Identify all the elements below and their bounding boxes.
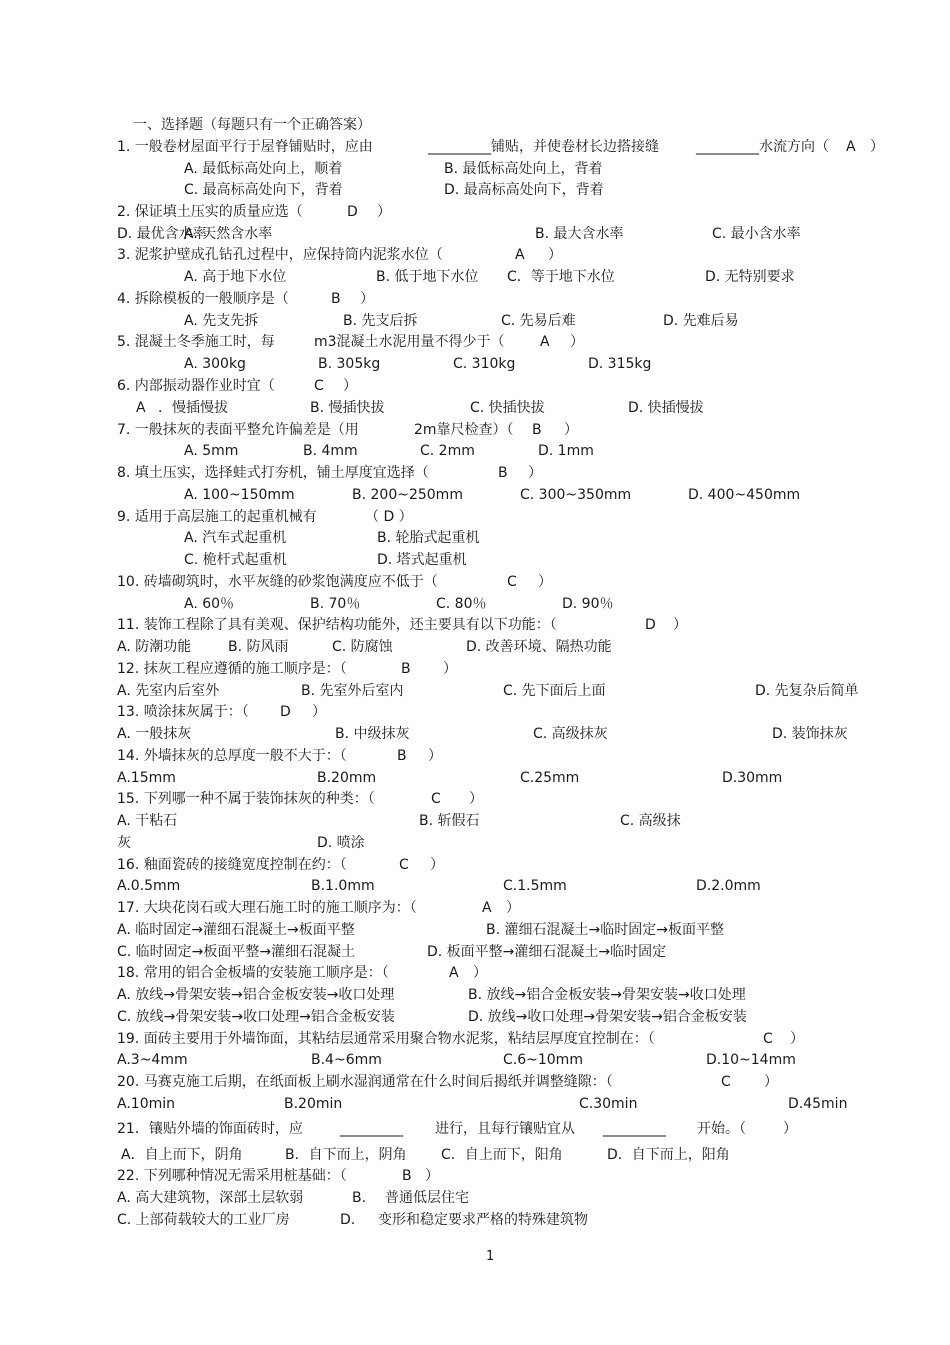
line-segment: D. 最优含水率 bbox=[117, 226, 207, 242]
line-segment: ） bbox=[570, 334, 584, 350]
line-segment: D. 1mm bbox=[538, 443, 594, 459]
line-segment: A.10min bbox=[117, 1096, 175, 1112]
line-segment: B. 斩假石 bbox=[419, 813, 480, 829]
line-segment: C bbox=[721, 1074, 731, 1090]
line-segment: A bbox=[482, 900, 492, 916]
line-segment: B. 慢插快拔 bbox=[310, 400, 385, 416]
line-segment: C. 快插快拔 bbox=[470, 400, 545, 416]
line-segment: D. 喷涂 bbox=[317, 835, 365, 851]
line-segment: C．自上而下，阳角 bbox=[441, 1147, 563, 1163]
line-segment: 5. 混凝土冬季施工时，每 bbox=[117, 334, 275, 350]
line-segment: B. 灌细石混凝土→临时固定→板面平整 bbox=[486, 922, 724, 938]
line-segment: 6. 内部振动器作业时宜（ bbox=[117, 378, 275, 394]
line-segment: D. 装饰抹灰 bbox=[772, 726, 848, 742]
line-segment: ） bbox=[360, 291, 374, 307]
line-segment: A. 干粘石 bbox=[117, 813, 178, 829]
line-segment: C bbox=[399, 857, 409, 873]
line-segment: B. 轮胎式起重机 bbox=[377, 530, 480, 546]
line-segment: A. 最低标高处向上，顺着 bbox=[184, 161, 343, 177]
line-segment: A bbox=[515, 247, 525, 263]
line-segment: D. 先复杂后简单 bbox=[755, 683, 859, 699]
line-segment: ） bbox=[764, 1074, 778, 1090]
line-segment: ） bbox=[783, 1121, 797, 1137]
line-segment: C．等于地下水位 bbox=[507, 269, 615, 285]
line-segment: D. 400~450mm bbox=[688, 487, 801, 503]
line-segment: A.3~4mm bbox=[117, 1052, 188, 1068]
line-segment: _________ bbox=[603, 1121, 666, 1137]
line-segment: B. bbox=[352, 1190, 367, 1206]
line-segment: A. 汽车式起重机 bbox=[184, 530, 287, 546]
line-segment: 20. 马赛克施工后期，在纸面板上刷水湿润通常在什么时间后揭纸并调整缝隙：（ bbox=[117, 1074, 613, 1090]
line-segment: B. 低于地下水位 bbox=[376, 269, 479, 285]
line-segment: D. 放线→收口处理→骨架安装→铝合金板安装 bbox=[468, 1009, 747, 1025]
line-segment: B bbox=[401, 661, 411, 677]
line-segment: 13. 喷涂抹灰属于：（ bbox=[117, 704, 249, 720]
line-segment: D. 快插慢拔 bbox=[628, 400, 704, 416]
line-segment: 10. 砖墙砌筑时，水平灰缝的砂浆饱满度应不低于（ bbox=[117, 574, 438, 590]
line-segment: A. 100~150mm bbox=[184, 487, 295, 503]
line-segment: C. 2mm bbox=[420, 443, 475, 459]
line-segment: D.45min bbox=[788, 1096, 848, 1112]
line-segment: 普通低层住宅 bbox=[385, 1190, 469, 1206]
line-segment: A bbox=[846, 139, 856, 155]
line-segment: ） bbox=[538, 574, 552, 590]
line-segment: C. 最高标高处向下，背着 bbox=[184, 182, 343, 198]
line-segment: 灰 bbox=[117, 835, 131, 851]
line-segment: A. 60％ bbox=[184, 596, 235, 612]
line-segment: ） bbox=[343, 378, 357, 394]
line-segment: D.2.0mm bbox=[696, 878, 761, 894]
line-segment: C. 80％ bbox=[436, 596, 487, 612]
line-segment: ） bbox=[564, 422, 578, 438]
line-segment: D. 最高标高处向下，背着 bbox=[444, 182, 604, 198]
line-segment: C. 高级抹灰 bbox=[533, 726, 608, 742]
line-segment: _________铺贴，并使卷材长边搭接缝 bbox=[428, 139, 659, 155]
line-segment: C. 先易后难 bbox=[501, 313, 576, 329]
line-segment: ） bbox=[790, 1031, 804, 1047]
line-segment: C. 最小含水率 bbox=[712, 226, 801, 242]
line-segment: C.6~10mm bbox=[503, 1052, 583, 1068]
line-segment: 12. 抹灰工程应遵循的施工顺序是：（ bbox=[117, 661, 347, 677]
line-segment: 7. 一般抹灰的表面平整允许偏差是（用 bbox=[117, 422, 359, 438]
line-segment: 4. 拆除模板的一般顺序是（ bbox=[117, 291, 289, 307]
line-segment: B．自下而上，阴角 bbox=[285, 1147, 407, 1163]
line-segment: B.20mm bbox=[317, 770, 377, 786]
line-segment: C. 高级抹 bbox=[620, 813, 681, 829]
line-segment: 16. 釉面瓷砖的接缝宽度控制在约：（ bbox=[117, 857, 347, 873]
line-segment: ） bbox=[469, 791, 483, 807]
line-segment: D．自下而上，阳角 bbox=[607, 1147, 730, 1163]
line-segment: A. 天然含水率 bbox=[184, 226, 273, 242]
line-segment: ） bbox=[425, 1168, 439, 1184]
line-segment: C. 先下面后上面 bbox=[503, 683, 606, 699]
line-segment: C.30min bbox=[579, 1096, 638, 1112]
line-segment: ） bbox=[377, 204, 391, 220]
line-segment: ） bbox=[548, 247, 562, 263]
line-segment: A bbox=[449, 965, 459, 981]
line-segment: C. 上部荷载较大的工业厂房 bbox=[117, 1212, 290, 1228]
line-segment: A. 高大建筑物，深部土层软弱 bbox=[117, 1190, 304, 1206]
line-segment: B bbox=[498, 465, 508, 481]
line-segment: ） bbox=[428, 748, 442, 764]
line-segment: D. bbox=[340, 1212, 356, 1228]
line-segment: D. 板面平整→灌细石混凝土→临时固定 bbox=[427, 944, 667, 960]
line-segment: C. 桅杆式起重机 bbox=[184, 552, 287, 568]
line-segment: 9. 适用于高层施工的起重机械有 bbox=[117, 509, 317, 525]
line-segment: B. 200~250mm bbox=[352, 487, 463, 503]
line-segment: B. 305kg bbox=[318, 356, 381, 372]
line-segment: 18. 常用的铝合金板墙的安装施工顺序是：（ bbox=[117, 965, 389, 981]
line-segment: D bbox=[280, 704, 291, 720]
line-segment: 3. 泥浆护壁成孔钻孔过程中，应保持筒内泥浆水位（ bbox=[117, 247, 443, 263]
line-segment: C. 防腐蚀 bbox=[332, 639, 393, 655]
line-segment: B. 防风雨 bbox=[228, 639, 289, 655]
line-segment: C. 310kg bbox=[453, 356, 516, 372]
line-segment: C bbox=[314, 378, 324, 394]
line-segment: A bbox=[540, 334, 550, 350]
line-segment: B. 放线→铝合金板安装→骨架安装→收口处理 bbox=[468, 987, 746, 1003]
line-segment: B.4~6mm bbox=[311, 1052, 382, 1068]
line-segment: 17. 大块花岗石或大理石施工时的施工顺序为：（ bbox=[117, 900, 417, 916]
line-segment: B. 中级抹灰 bbox=[335, 726, 410, 742]
line-segment: C.25mm bbox=[520, 770, 580, 786]
line-segment: ） bbox=[312, 704, 326, 720]
line-segment: C bbox=[507, 574, 517, 590]
line-segment: ） bbox=[673, 617, 687, 633]
section-title: 一、选择题（每题只有一个正确答案） bbox=[133, 117, 371, 133]
line-segment: m3混凝土水泥用量不得少于（ bbox=[314, 334, 505, 350]
line-segment: A.15mm bbox=[117, 770, 176, 786]
line-segment: C bbox=[431, 791, 441, 807]
line-segment: 21．镶贴外墙的饰面砖时，应 bbox=[117, 1121, 303, 1137]
line-segment: 15. 下列哪一种不属于装饰抹灰的种类：（ bbox=[117, 791, 375, 807]
line-segment: 19. 面砖主要用于外墙饰面，其粘结层通常采用聚合物水泥浆，粘结层厚度宜控制在：（ bbox=[117, 1031, 655, 1047]
line-segment: 开始。（ bbox=[697, 1121, 746, 1137]
line-segment: B bbox=[532, 422, 542, 438]
line-segment: ） bbox=[473, 965, 487, 981]
line-segment: 8. 填土压实，选择蛙式打夯机，铺土厚度宜选择（ bbox=[117, 465, 429, 481]
line-segment: B.20min bbox=[284, 1096, 343, 1112]
line-segment: C. 放线→骨架安装→收口处理→铝合金板安装 bbox=[117, 1009, 395, 1025]
line-segment: D bbox=[645, 617, 656, 633]
line-segment: 11. 装饰工程除了具有美观、保护结构功能外，还主要具有以下功能：（ bbox=[117, 617, 557, 633]
line-segment: A.0.5mm bbox=[117, 878, 181, 894]
line-segment: _________水流方向（ bbox=[696, 139, 829, 155]
line-segment: C.1.5mm bbox=[503, 878, 567, 894]
line-segment: B. 先室外后室内 bbox=[301, 683, 404, 699]
page-number: 1 bbox=[486, 1249, 495, 1264]
line-segment: ） bbox=[870, 139, 884, 155]
line-segment: B.1.0mm bbox=[311, 878, 375, 894]
line-segment: B. 最低标高处向上，背着 bbox=[444, 161, 603, 177]
line-segment: D bbox=[347, 204, 358, 220]
line-segment: 进行，且每行镶贴宜从 bbox=[435, 1121, 575, 1137]
line-segment: D. 315kg bbox=[588, 356, 652, 372]
line-segment: A. 一般抹灰 bbox=[117, 726, 192, 742]
line-segment: A. 5mm bbox=[184, 443, 239, 459]
line-segment: B. 70％ bbox=[310, 596, 361, 612]
line-segment: _________ bbox=[340, 1121, 403, 1137]
line-segment: C. 300~350mm bbox=[520, 487, 632, 503]
line-segment: B. 最大含水率 bbox=[535, 226, 624, 242]
line-segment: D. 90％ bbox=[562, 596, 614, 612]
line-segment: B bbox=[397, 748, 407, 764]
line-segment: A. 放线→骨架安装→铝合金板安装→收口处理 bbox=[117, 987, 395, 1003]
line-segment: A．自上而下，阴角 bbox=[121, 1147, 243, 1163]
line-segment: A. 先支先拆 bbox=[184, 313, 259, 329]
line-segment: D.30mm bbox=[722, 770, 783, 786]
line-segment: 变形和稳定要求严格的特殊建筑物 bbox=[378, 1212, 588, 1228]
line-segment: ） bbox=[528, 465, 542, 481]
line-segment: D.10~14mm bbox=[706, 1052, 796, 1068]
line-segment: C bbox=[763, 1031, 773, 1047]
line-segment: B. 先支后拆 bbox=[343, 313, 418, 329]
line-segment: D. 改善环境、隔热功能 bbox=[466, 639, 612, 655]
line-segment: （ D ） bbox=[365, 509, 413, 525]
line-segment: 22. 下列哪种情况无需采用桩基础：（ bbox=[117, 1168, 347, 1184]
line-segment: ） bbox=[430, 857, 444, 873]
line-segment: B bbox=[331, 291, 341, 307]
line-segment: B. 4mm bbox=[303, 443, 358, 459]
line-segment: D. 塔式起重机 bbox=[377, 552, 467, 568]
line-segment: A. 临时固定→灌细石混凝土→板面平整 bbox=[117, 922, 355, 938]
line-segment: 14. 外墙抹灰的总厚度一般不大于：（ bbox=[117, 748, 347, 764]
line-segment: B bbox=[402, 1168, 412, 1184]
line-segment: A. 300kg bbox=[184, 356, 246, 372]
line-segment: 2. 保证填土压实的质量应选（ bbox=[117, 204, 303, 220]
line-segment: A. 高于地下水位 bbox=[184, 269, 287, 285]
line-segment: C. 临时固定→板面平整→灌细石混凝土 bbox=[117, 944, 356, 960]
line-segment: A. 防潮功能 bbox=[117, 639, 192, 655]
line-segment: A. 先室内后室外 bbox=[117, 683, 220, 699]
line-segment: 2m靠尺检查）（ bbox=[414, 422, 514, 438]
line-segment: A bbox=[136, 400, 146, 416]
line-segment: ） bbox=[443, 661, 457, 677]
line-segment: 1. 一般卷材屋面平行于屋脊铺贴时，应由 bbox=[117, 139, 373, 155]
line-segment: ） bbox=[506, 900, 520, 916]
line-segment: ．慢插慢拔 bbox=[158, 400, 228, 416]
line-segment: D. 先难后易 bbox=[663, 313, 739, 329]
line-segment: D. 无特别要求 bbox=[705, 269, 795, 285]
